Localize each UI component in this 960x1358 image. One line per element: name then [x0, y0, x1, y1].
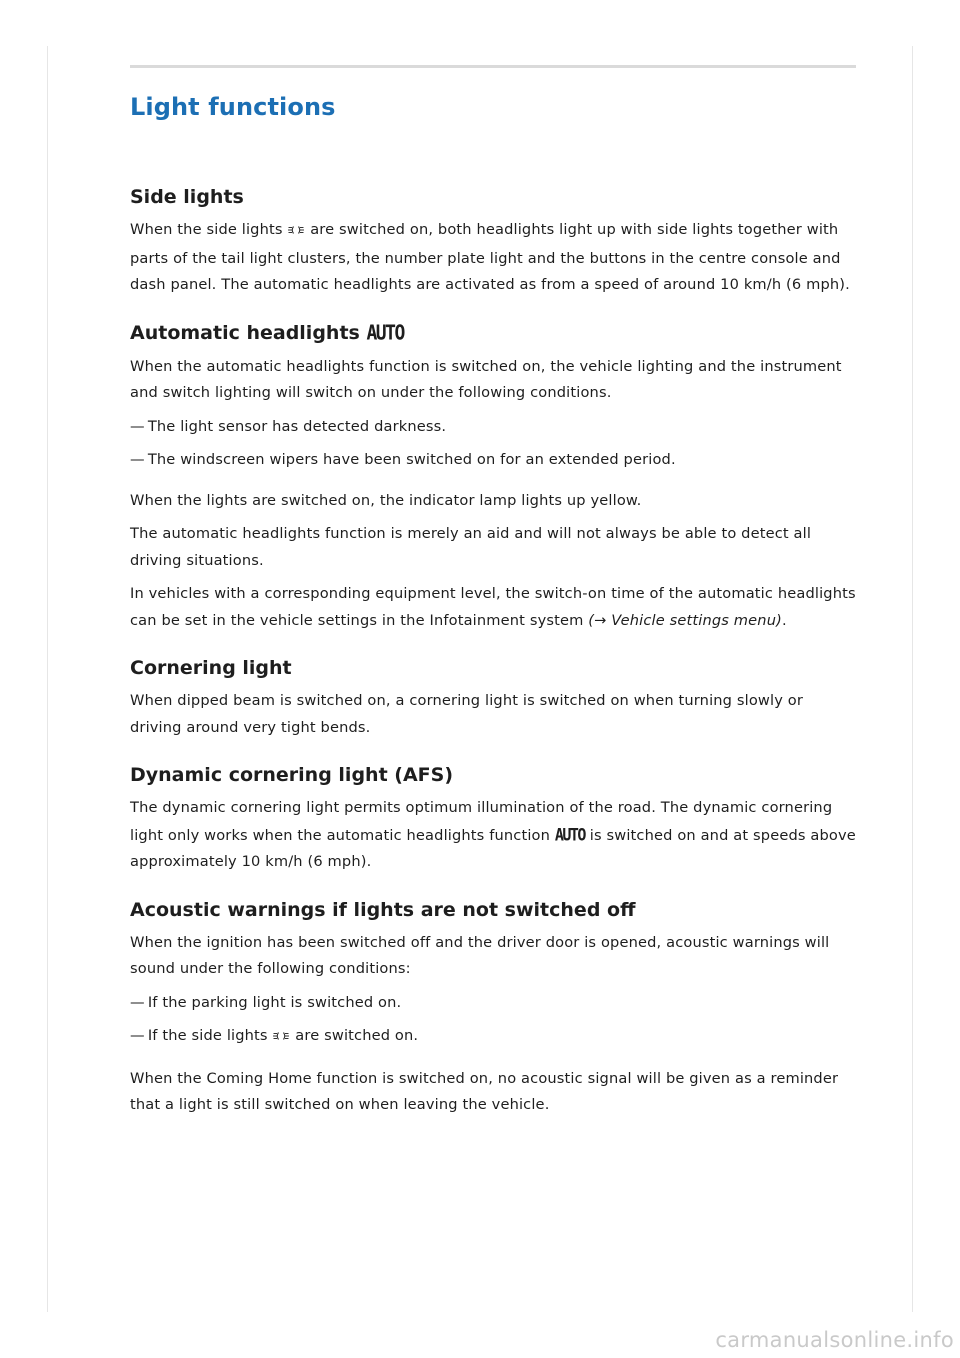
- section-acoustic-warnings: [130, 896, 858, 1119]
- list-item: — The windscreen wipers have been switched on for an extended period.: [130, 447, 858, 474]
- paragraph: The automatic headlights function is merely an aid and will not always be able to detect all driving situations.: [130, 525, 812, 569]
- paragraph: When the lights are switched on, the indicator lamp lights up yellow.: [130, 491, 642, 509]
- paragraph: When dipped beam is switched on, a cornering light is switched on when turning slowly or driving around very tight bends.: [130, 692, 804, 736]
- auto-headlights-icon: AUTO: [366, 320, 404, 345]
- section-dynamic-cornering-light: [130, 761, 858, 876]
- left-page-edge: [47, 46, 48, 1312]
- paragraph: When the Coming Home function is switched on, no acoustic signal will be given as a reminder that a light is still switched on when leaving the vehicle.: [130, 1069, 839, 1113]
- section-heading: Acoustic warnings if lights are not switched off: [130, 898, 636, 921]
- side-lights-icon: [272, 1025, 290, 1052]
- right-page-edge: [912, 46, 913, 1312]
- top-divider: [130, 65, 856, 68]
- auto-headlights-icon: AUTO: [554, 824, 585, 845]
- section-automatic-headlights: [130, 319, 858, 635]
- section-heading: Side lights: [130, 186, 244, 208]
- paragraph: When the automatic headlights function is switched on, the vehicle lighting and the instrument and switch lighting will switch on under the following conditions.: [130, 357, 842, 401]
- paragraph: When the side lights are switched on, both headlights light up with side lights together with parts of the tail light clusters, the number plate light and the buttons in the centre console and dash panel. The automatic headlights are activated as from a speed of around 10 km/h (6 mph).: [130, 221, 850, 293]
- section-cornering-light: [130, 654, 858, 741]
- list-item: — The light sensor has detected darkness.: [130, 414, 858, 441]
- section-heading: Cornering light: [130, 657, 292, 679]
- section-side-lights: [130, 183, 858, 299]
- watermark: carmanualsonline.info: [715, 1328, 954, 1352]
- list-item: — If the side lights are switched on.: [130, 1023, 858, 1052]
- document-page: [130, 88, 858, 1126]
- paragraph: In vehicles with a corresponding equipment level, the switch-on time of the automatic headlights can be set in the vehicle settings in the Infotainment system (→ Vehicle settings menu).: [130, 585, 856, 629]
- paragraph: When the ignition has been switched off and the driver door is opened, acoustic warnings will sound under the following conditions:: [130, 933, 830, 977]
- section-heading: Dynamic cornering light (AFS): [130, 764, 453, 786]
- section-heading: Automatic headlights AUTO: [130, 319, 858, 348]
- page-title: Light functions: [130, 93, 336, 121]
- side-lights-icon: [287, 219, 305, 246]
- list-item: — If the parking light is switched on.: [130, 990, 858, 1017]
- paragraph: The dynamic cornering light permits optimum illumination of the road. The dynamic cornering light only works when the automatic headlights function AUTO is switched on and at speeds above approximately 10 km/h (6 mph).: [130, 799, 856, 870]
- cross-reference-link[interactable]: (→ Vehicle settings menu): [588, 611, 782, 629]
